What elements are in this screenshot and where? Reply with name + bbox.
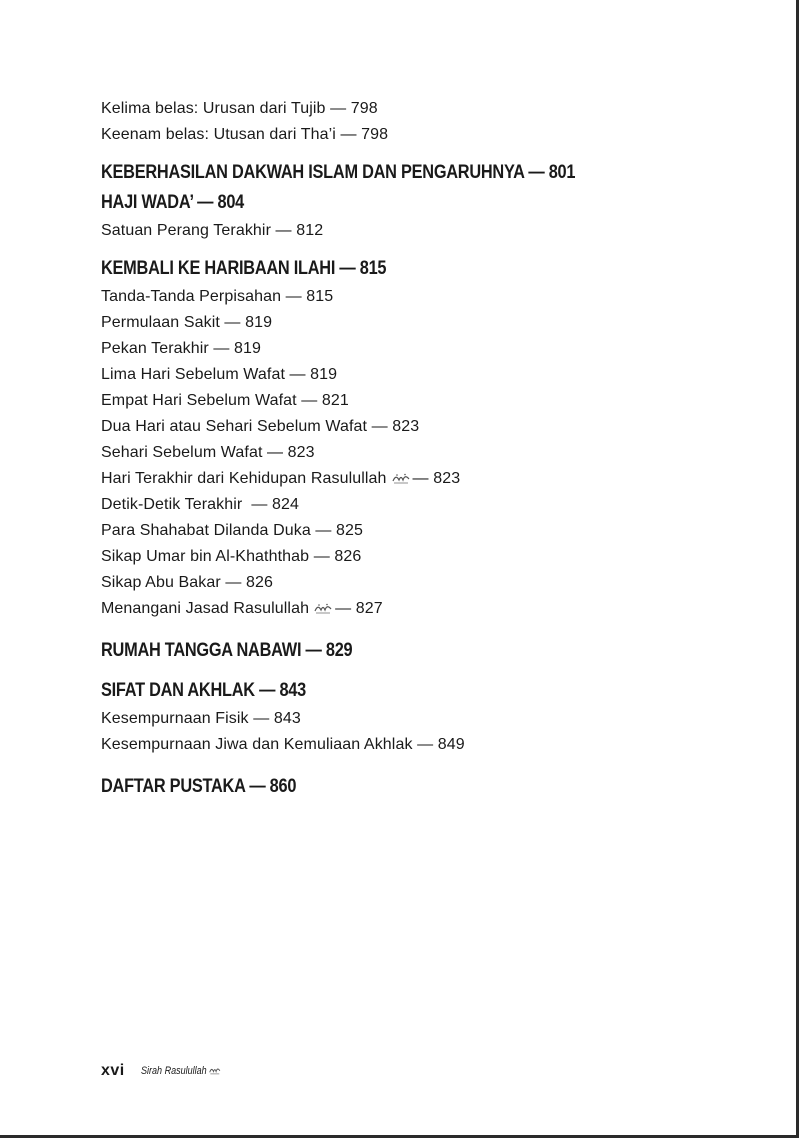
toc-entry-hari-terakhir (101, 466, 761, 492)
toc-entry-dua-hari: Dua Hari atau Sehari Sebelum Wafat — 823 (101, 418, 420, 435)
toc-entry-empat-hari: Empat Hari Sebelum Wafat — 821 (101, 392, 349, 409)
toc-entry-menangani-jasad-text: Menangani Jasad Rasulullah (101, 600, 310, 617)
toc-entry-detik-detik: Detik-Detik Terakhir — 824 (101, 496, 300, 513)
toc-entry-satuan-perang: Satuan Perang Terakhir — 812 (101, 222, 324, 239)
saw-calligraphy-icon (314, 602, 332, 614)
toc-entry-permulaan-sakit: Permulaan Sakit — 819 (101, 314, 273, 331)
saw-calligraphy-icon (392, 472, 410, 484)
running-title-text: Sirah Rasulullah (140, 1065, 207, 1077)
toc-entry-para-shahabat: Para Shahabat Dilanda Duka — 825 (101, 522, 364, 539)
page-footer (101, 1060, 241, 1082)
toc-entry-menangani-jasad (101, 596, 761, 622)
toc-entry-hari-terakhir-page: — 823 (412, 470, 461, 487)
toc-entry-sikap-abu-bakar: Sikap Abu Bakar — 826 (101, 574, 273, 591)
toc-entry-keenam-belas: Keenam belas: Utusan dari Tha’i — 798 (101, 126, 389, 143)
toc-heading-keberhasilan-dakwah: KEBERHASILAN DAKWAH ISLAM DAN PENGARUHNYA — 801 (101, 162, 576, 183)
toc-entry-sikap-umar: Sikap Umar bin Al-Khaththab — 826 (101, 548, 362, 565)
saw-calligraphy-icon (209, 1065, 220, 1075)
toc-entry-pekan-terakhir: Pekan Terakhir — 819 (101, 340, 262, 357)
toc-heading-haji-wada: HAJI WADA’ — 804 (101, 192, 244, 213)
table-of-contents (101, 96, 761, 802)
toc-entry-lima-hari: Lima Hari Sebelum Wafat — 819 (101, 366, 338, 383)
page-number: xvi (101, 1062, 125, 1079)
toc-heading-daftar-pustaka: DAFTAR PUSTAKA — 860 (101, 776, 297, 797)
toc-heading-kembali-ke-haribaan: KEMBALI KE HARIBAAN ILAHI — 815 (101, 258, 387, 279)
toc-entry-kesempurnaan-fisik: Kesempurnaan Fisik — 843 (101, 710, 301, 727)
running-title (141, 1060, 223, 1082)
toc-entry-kesempurnaan-jiwa: Kesempurnaan Jiwa dan Kemuliaan Akhlak — 849 (101, 736, 465, 753)
toc-entry-hari-terakhir-text: Hari Terakhir dari Kehidupan Rasulullah (101, 470, 387, 487)
toc-entry-kelima-belas: Kelima belas: Urusan dari Tujib — 798 (101, 100, 378, 117)
toc-entry-tanda-perpisahan: Tanda-Tanda Perpisahan — 815 (101, 288, 334, 305)
toc-heading-sifat-akhlak: SIFAT DAN AKHLAK — 843 (101, 680, 306, 701)
toc-entry-menangani-jasad-page: — 827 (335, 600, 383, 617)
toc-entry-sehari-sebelum: Sehari Sebelum Wafat — 823 (101, 444, 315, 461)
toc-heading-rumah-tangga: RUMAH TANGGA NABAWI — 829 (101, 640, 353, 661)
